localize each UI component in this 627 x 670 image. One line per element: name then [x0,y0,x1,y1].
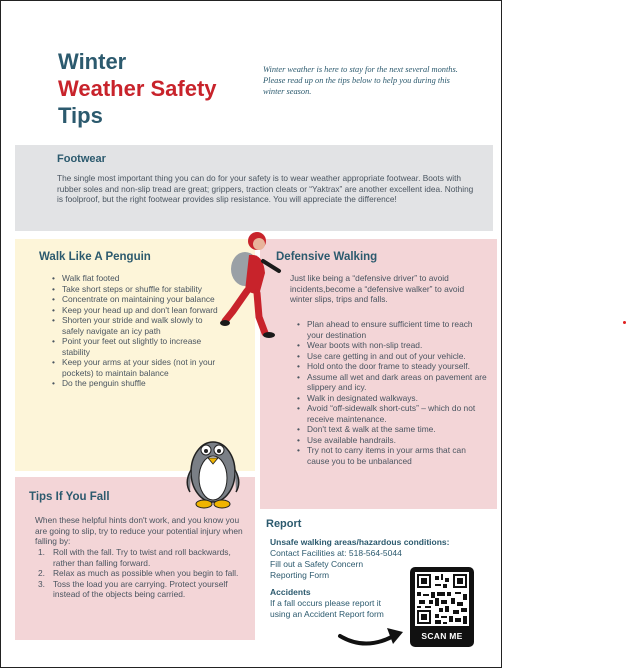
list-item: • Point your feet out slightly to increase stability [49,336,225,357]
title-line-2: Weather Safety [58,76,217,101]
fall-tips-list [35,547,251,600]
unsafe-heading: Unsafe walking areas/hazardous conditions: [270,537,450,547]
list-item: • Concentrate on maintaining your balance [49,294,225,305]
red-dot-marker [623,321,626,324]
list-item: • Assume all wet and dark areas on pavement are slippery and icy. [294,372,490,393]
defensive-tips-list [294,319,490,466]
penguin-heading: Walk Like A Penguin [39,251,151,263]
slipping-person-illustration [219,225,287,341]
defensive-walking-section [260,239,497,509]
list-item: • Use available handrails. [294,435,490,446]
footwear-heading: Footwear [57,153,106,165]
defensive-lead: Just like being a “defensive driver” to avoid incidents,become a “defensive walker” to avoid winter slips, trips and falls. [290,273,465,304]
list-number: 3. [38,578,45,589]
list-item [35,579,251,600]
list-item: • Don't text & walk at the same time. [294,424,490,435]
list-item: • Keep your head up and don't lean forward [49,305,225,316]
list-item [35,547,251,568]
list-item: • Plan ahead to ensure sufficient time to reach your destination [294,319,490,340]
footwear-section [15,145,493,231]
penguin-tips-list [49,273,225,389]
defensive-heading: Defensive Walking [276,251,378,263]
list-item: • Use care getting in and out of your vehicle. [294,351,490,362]
scan-me-label: SCAN ME [421,631,463,641]
fall-heading: Tips If You Fall [29,491,110,503]
intro-text: Winter weather is here to stay for the next several months. Please read up on the tips below to help you during this winter season. [263,65,458,96]
accidents-heading: Accidents [270,587,311,597]
contact-facilities-text: Contact Facilities at: 518-564-5044 [270,548,402,558]
safety-concern-link[interactable]: Fill out a Safety Concern [270,559,364,569]
list-item: • Avoid “off-sidewalk short-cuts” – which do not receive maintenance. [294,403,490,424]
list-item: • Try not to carry items in your arms that can cause you to be unbalanced [294,445,490,466]
penguin-illustration [184,426,242,510]
qr-code[interactable] [410,567,474,647]
list-text: Roll with the fall. Try to twist and roll backwards, rather than falling forward. [53,547,231,568]
list-item [35,568,251,579]
list-item: • Walk flat footed [49,273,225,284]
page-title [58,48,217,129]
reporting-form-link[interactable]: Reporting Form [270,570,330,580]
list-text: Relax as much as possible when you begin to fall. [53,568,239,578]
list-number: 2. [38,568,45,578]
fall-lead: When these helpful hints don't work, and you know you are going to slip, try to reduce your potential injury when falling by: [35,515,243,546]
qr-code-icon [415,572,469,626]
list-item: • Hold onto the door frame to steady yourself. [294,361,490,372]
arrow-icon [337,622,407,650]
title-line-3: Tips [58,103,103,128]
title-line-1: Winter [58,49,127,74]
report-heading: Report [266,518,302,530]
accidents-line-1: If a fall occurs please report it [270,598,382,608]
list-item: • Shorten your stride and walk slowly to safely navigate an icy path [49,315,225,336]
list-item: • Take short steps or shuffle for stability [49,284,225,295]
accident-report-link[interactable]: using an Accident Report form [270,609,384,619]
list-number: 1. [38,547,45,557]
footwear-body: The single most important thing you can do for your safety is to wear weather appropriate footwear. Boots with rubber soles and non-slip tread are great; grippers, traction cleats or “Yaktrax” are another excellent idea. Nothing is foolproof, but the right footwear provides slip resistance. You will appreciate the difference! [57,173,474,204]
list-item: • Wear boots with non-slip tread. [294,340,490,351]
list-text: Toss the load you are carrying. Protect yourself instead of the objects being carried. [53,578,228,599]
list-item: • Do the penguin shuffle [49,378,225,389]
list-item: • Walk in designated walkways. [294,393,490,404]
list-item: • Keep your arms at your sides (not in your pockets) to maintain balance [49,357,225,378]
